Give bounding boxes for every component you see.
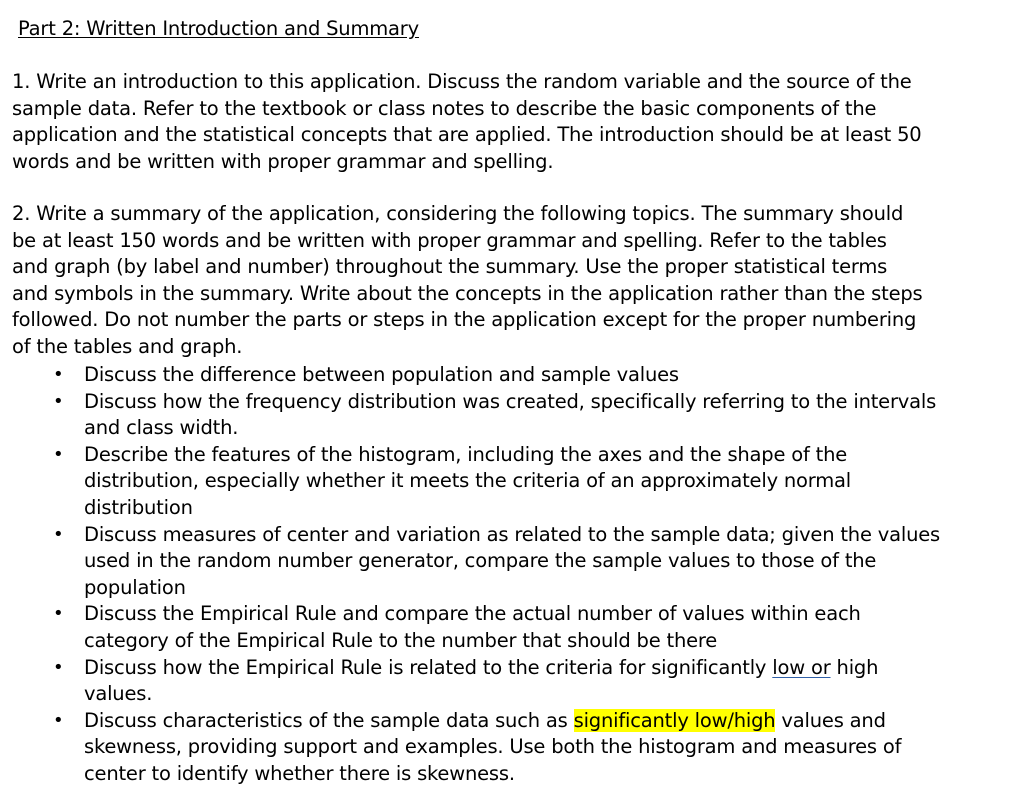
bullet-text: high <box>830 655 879 679</box>
bullet-item <box>0 522 1024 602</box>
paragraph-line: 1. Write an introduction to this application. Discuss the random variable and the source of the <box>12 70 912 93</box>
bullet-line: skewness, providing support and examples. Use both the histogram and measures of <box>84 735 902 759</box>
highlighted-text: significantly low/high <box>573 708 776 732</box>
bullet-icon: • <box>53 656 64 678</box>
paragraph-line: and graph (by label and number) throughout the summary. Use the proper statistical terms <box>12 255 888 279</box>
bullet-line: used in the random number generator, compare the sample values to those of the <box>84 549 877 573</box>
bullet-icon: • <box>53 443 64 465</box>
bullet-line: distribution <box>84 495 193 519</box>
underlined-text: low or <box>772 655 831 679</box>
paragraph-line: 2. Write a summary of the application, considering the following topics. The summary should <box>12 202 904 225</box>
bullet-icon: • <box>53 390 64 412</box>
bullet-text: values and <box>775 708 886 732</box>
bullet-line: category of the Empirical Rule to the number that should be there <box>84 628 718 652</box>
bullet-icon: • <box>53 523 64 545</box>
bullet-line: values. <box>84 682 153 706</box>
bullet-line: Discuss the difference between population and sample values <box>84 363 679 386</box>
section-heading: Part 2: Written Introduction and Summary <box>18 17 419 40</box>
topic-bullet-list <box>0 362 1024 788</box>
bullet-item <box>0 655 1024 708</box>
paragraph-line: sample data. Refer to the textbook or class notes to describe the basic components of the <box>12 96 877 120</box>
bullet-item <box>0 389 1024 442</box>
instruction-paragraph-1 <box>12 69 1012 175</box>
bullet-item <box>0 708 1024 788</box>
bullet-line: distribution, especially whether it meets the criteria of an approximately normal <box>84 469 852 493</box>
bullet-icon: • <box>53 364 64 385</box>
bullet-text: Discuss how the Empirical Rule is related to the criteria for significantly <box>84 655 773 679</box>
paragraph-line: of the tables and graph. <box>12 334 243 358</box>
bullet-line: population <box>84 575 186 599</box>
bullet-line: Describe the features of the histogram, including the axes and the shape of the <box>84 442 848 466</box>
bullet-item <box>0 442 1024 522</box>
bullet-line: Discuss the Empirical Rule and compare the actual number of values within each <box>84 602 861 626</box>
bullet-text: Discuss characteristics of the sample data such as <box>84 708 574 732</box>
bullet-icon: • <box>53 603 64 625</box>
bullet-line <box>84 655 1024 682</box>
paragraph-line: be at least 150 words and be written with proper grammar and spelling. Refer to the tables <box>12 228 887 252</box>
paragraph-line: and symbols in the summary. Write about the concepts in the application rather than the steps <box>12 281 923 305</box>
bullet-line: and class width. <box>84 416 239 440</box>
bullet-line <box>84 708 1024 735</box>
bullet-item <box>0 362 1024 389</box>
bullet-icon: • <box>53 709 64 731</box>
instruction-paragraph-2 <box>12 201 1012 361</box>
bullet-line: Discuss how the frequency distribution was created, specifically referring to the intervals <box>84 389 937 413</box>
paragraph-line: words and be written with proper grammar and spelling. <box>12 149 554 173</box>
paragraph-line: followed. Do not number the parts or steps in the application except for the proper numbering <box>12 308 917 332</box>
bullet-item <box>0 601 1024 654</box>
bullet-line: Discuss measures of center and variation as related to the sample data; given the values <box>84 522 940 546</box>
bullet-line: center to identify whether there is skewness. <box>84 761 515 785</box>
paragraph-line: application and the statistical concepts that are applied. The introduction should be at least 50 <box>12 123 922 147</box>
